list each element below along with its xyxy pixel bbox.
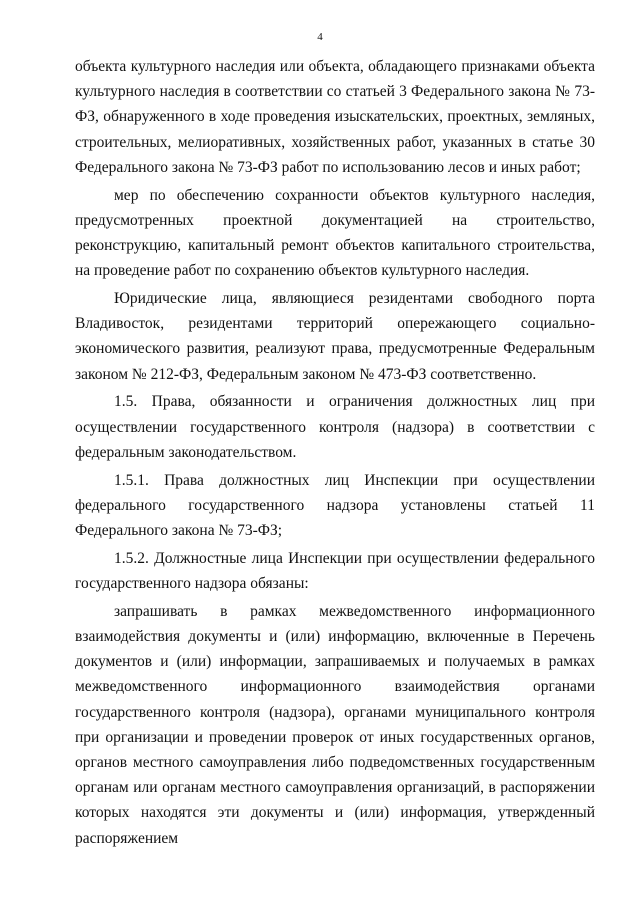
paragraph-object-continuation: объекта культурного наследия или объекта, обладающего признаками объекта культурного наследия в соответствии со статьей 3 Федерального закона № 73-ФЗ, обнаруженного в ходе проведения изыскательских, проектных, земляных, строительных, мелиоративных, хозяйственных работ, указанных в статье 30 Федерального закона № 73-ФЗ работ по использованию лесов и иных работ; — [75, 58, 595, 176]
paragraph-request-documents: запрашивать в рамках межведомственного информационного взаимодействия документы и (или) информацию, включенные в Перечень документов и (или) информации, запрашиваемых и получаемых в рамках межведомственного информационного взаимодействия органами государственного контроля (надзора), органами муниципального контроля при организации и проведении проверок от иных государственных органов, органов местного самоуправления либо подведомственных государственным органам или органам местного самоуправления организаций, в распоряжении которых находятся эти документы и (или) информация, утвержденный распоряжением — [75, 602, 595, 847]
page-number: 4 — [317, 31, 323, 43]
paragraph-legal-entities: Юридические лица, являющиеся резидентами свободного порта Владивосток, резидентами территорий опережающего социально-экономического развития, реализуют права, предусмотренные Федеральным законом № 212-ФЗ, Федеральным законом № 473-ФЗ соответственно. — [75, 290, 595, 383]
paragraph-preservation-measures: мер по обеспечению сохранности объектов культурного наследия, предусмотренных проектной документацией на строительство, реконструкцию, капитальный ремонт объектов капитального строительства, на проведение работ по сохранению объектов культурного наследия. — [75, 186, 595, 280]
document-body — [75, 54, 595, 853]
paragraph-section-1-5-1: 1.5.1. Права должностных лиц Инспекции при осуществлении федерального государственного надзора установлены статьей 11 Федерального закона № 73-ФЗ; — [75, 471, 595, 540]
paragraph-section-1-5: 1.5. Права, обязанности и ограничения должностных лиц при осуществлении государственного контроля (надзора) в соответствии с федеральным законодательством. — [75, 393, 595, 461]
paragraph-section-1-5-2: 1.5.2. Должностные лица Инспекции при осуществлении федерального государственного надзора обязаны: — [75, 549, 595, 593]
